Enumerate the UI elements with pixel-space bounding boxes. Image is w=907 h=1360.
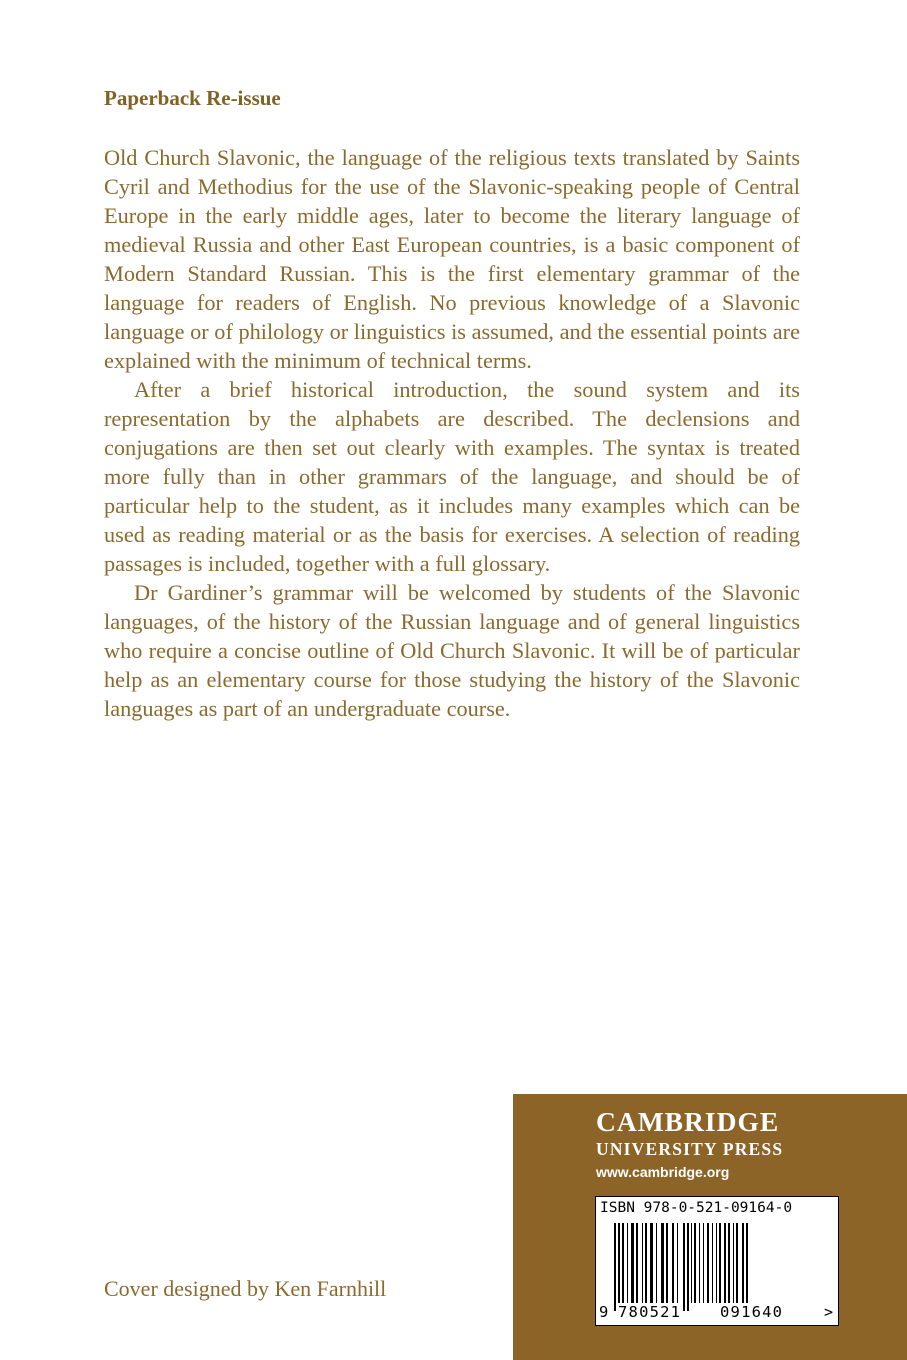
publisher-logo: CAMBRIDGE xyxy=(596,1106,780,1137)
barcode-bar xyxy=(712,1223,713,1303)
barcode-bar xyxy=(687,1223,689,1311)
publisher-panel xyxy=(513,1094,907,1360)
barcode-bar xyxy=(733,1223,734,1303)
barcode-lead-digit: 9 xyxy=(599,1303,609,1321)
barcode-bar xyxy=(742,1223,744,1311)
barcode-bar xyxy=(642,1223,643,1303)
blurb-paragraph: Old Church Slavonic, the language of the religious texts translated by Saints Cyril and Methodius for the use of the Slavonic-speaking people of Central Europe in the early middle ages, later to become the literary language of medieval Russia and other East European countries, is a basic component of Modern Standard Russian. This is the first elementary grammar of the language for readers of English. No previous knowledge of a Slavonic language or of philology or linguistics is assumed, and the essential points are explained with the minimum of technical terms. xyxy=(104,145,800,373)
blurb-paragraph: Dr Gardiner’s grammar will be welcomed by students of the Slavonic languages, of the history of the Russian language and of general linguistics who require a concise outline of Old Church Slavonic. It will be of particular help as an elementary course for those studying the history of the Slavonic languages as part of an undergraduate course. xyxy=(104,580,800,721)
barcode-bar xyxy=(622,1223,624,1303)
barcode-bar xyxy=(736,1223,738,1303)
publisher-subtitle: UNIVERSITY PRESS xyxy=(596,1139,784,1159)
barcode-bar xyxy=(636,1223,638,1303)
barcode-bar xyxy=(716,1223,717,1303)
blurb-paragraph: After a brief historical introduction, the sound system and its representation by the alphabets are described. The declensions and conjugations are then set out clearly with examples. The syntax is treated more fully than in other grammars of the language, and should be of particular help to the student, as it includes many examples which can be used as reading material or as the basis for exercises. A selection of reading passages is included, together with a full glossary. xyxy=(104,377,800,576)
barcode-quiet-zone-mark: > xyxy=(824,1303,834,1321)
blurb-text xyxy=(104,143,800,723)
barcode-bar xyxy=(618,1223,620,1311)
barcode-bar xyxy=(728,1223,730,1303)
barcode-bar xyxy=(666,1223,668,1303)
barcode-left-digits: 780521 xyxy=(618,1303,682,1321)
barcode-bar xyxy=(627,1223,628,1303)
isbn-label: ISBN 978-0-521-09164-0 xyxy=(600,1200,793,1216)
barcode-bar xyxy=(707,1223,709,1303)
publisher-url: www.cambridge.org xyxy=(596,1164,730,1180)
section-heading: Paperback Re-issue xyxy=(104,86,281,110)
barcode-bar xyxy=(677,1223,678,1303)
barcode-right-digits: 091640 xyxy=(720,1303,784,1321)
barcode-bar xyxy=(672,1223,674,1303)
barcode-bar xyxy=(614,1223,616,1311)
barcode-bar xyxy=(699,1223,700,1303)
barcode-bar xyxy=(746,1223,748,1311)
barcode-bar xyxy=(656,1223,657,1303)
barcode-bar xyxy=(683,1223,685,1311)
barcode-bar xyxy=(724,1223,726,1303)
barcode-bar xyxy=(661,1223,664,1303)
barcode-bar xyxy=(645,1223,647,1303)
isbn-barcode xyxy=(595,1196,839,1326)
barcode-bar xyxy=(703,1223,704,1303)
barcode-bar xyxy=(650,1223,653,1303)
barcode-bars xyxy=(596,1219,838,1315)
barcode-bar xyxy=(691,1223,692,1303)
cover-credit: Cover designed by Ken Farnhill xyxy=(104,1276,387,1301)
barcode-bar xyxy=(719,1223,721,1303)
barcode-bar xyxy=(631,1223,634,1303)
barcode-bar xyxy=(694,1223,696,1303)
